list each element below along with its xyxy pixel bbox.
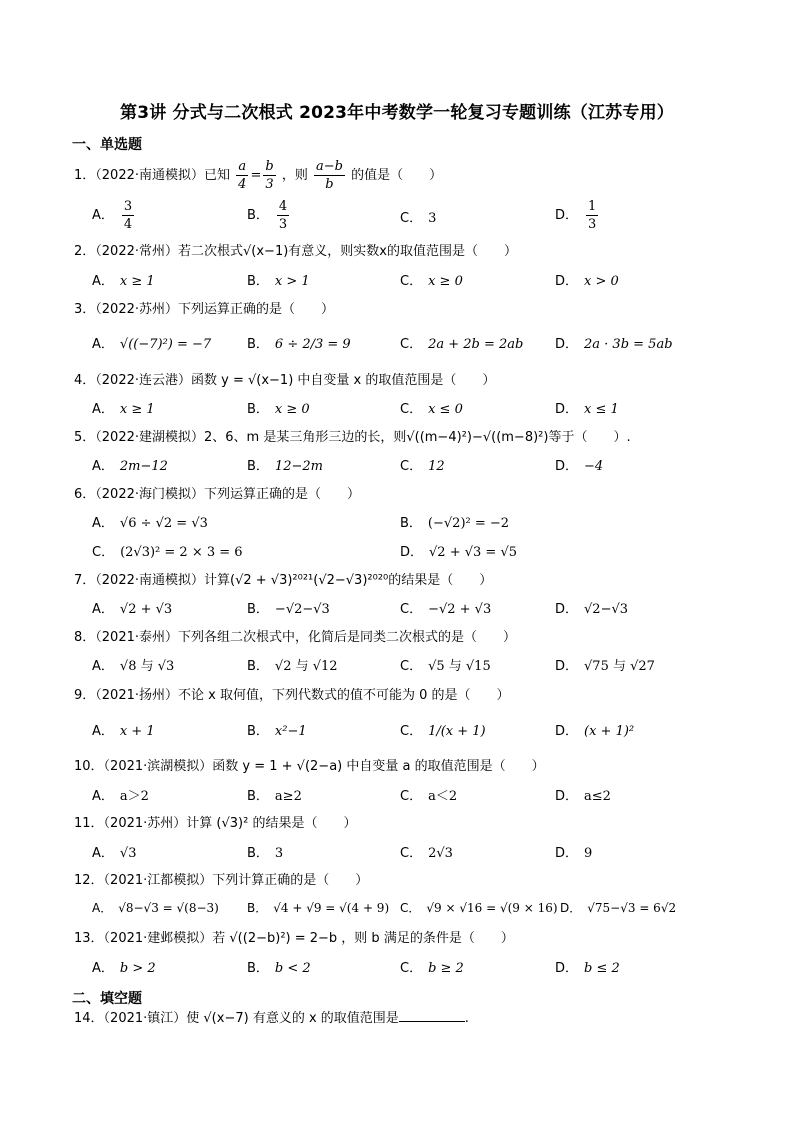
q10-option-b: B． a≥2 [247, 789, 302, 804]
q10-option-d: D． a≤2 [555, 789, 611, 804]
q2-option-c: C． x ≥ 0 [400, 274, 463, 289]
question-9: 9．（2021·扬州）不论 x 取何值，下列代数式的值不可能为 0 的是（ ） [74, 688, 510, 703]
q7-option-d: D． √2−√3 [555, 602, 629, 617]
q8-option-b: B． √2 与 √12 [247, 659, 338, 674]
question-1: 1．（2022·南通模拟）已知 $\frac{a}{4}$ = $\frac{b}{3}$ ，则 $\frac{a-b}{b}$ 的值是（ ） [74, 159, 443, 192]
q10-option-a: A． a＞2 [92, 789, 149, 804]
q9-option-b: B． x²−1 [247, 724, 307, 739]
q11-option-c: C． 2√3 [400, 846, 453, 861]
q13-option-b: B． b < 2 [247, 961, 311, 976]
q5-option-a: A． 2m−12 [92, 459, 168, 474]
question-13: 13．（2021·建邺模拟）若 √((2−b)²) = 2−b ，则 b 满足的条件是（ ） [74, 931, 514, 946]
question-7: 7．（2022·南通模拟）计算(√2 + √3)²⁰²¹(√2−√3)²⁰²⁰的结果是（ ） [74, 573, 493, 588]
q2-option-d: D． x > 0 [555, 274, 619, 289]
q11-option-d: D． 9 [555, 846, 593, 861]
q12-option-b: B． √4 + √9 = √(4 + 9) [247, 901, 390, 915]
q12-option-a: A． √8−√3 = √(8−3) [92, 901, 219, 915]
q3-option-a: A． √((−7)²) = −7 [92, 337, 212, 352]
q13-option-a: A． b > 2 [92, 961, 156, 976]
q3-option-b: B． 6 ÷ 2/3 = 9 [247, 337, 351, 352]
q6-option-d: D． √2 + √3 = √5 [400, 545, 517, 560]
q12-option-c: C． √9 × √16 = √(9 × 16) [400, 901, 558, 915]
q8-option-a: A． √8 与 √3 [92, 659, 175, 674]
fraction-a-over-4: $\frac{a}{4}$ [238, 159, 247, 192]
question-11: 11．（2021·苏州）计算 (√3)² 的结果是（ ） [74, 816, 357, 831]
question-5: 5．（2022·建湖模拟）2、6、m 是某三角形三边的长，则√((m−4)²)−√((m−8)²)等于（ ）. [74, 430, 631, 445]
q2-option-b: B． x > 1 [247, 274, 310, 289]
question-10: 10．（2021·滨湖模拟）函数 y = 1 + √(2−a) 中自变量 a 的取值范围是（ ） [74, 759, 545, 774]
q13-option-d: D． b ≤ 2 [555, 961, 620, 976]
q4-option-a: A． x ≥ 1 [92, 402, 155, 417]
question-4: 4．（2022·连云港）函数 y = √(x−1) 中自变量 x 的取值范围是（ ） [74, 373, 496, 388]
q3-option-d: D． 2a · 3b = 5ab [555, 337, 673, 352]
q7-option-a: A． √2 + √3 [92, 602, 173, 617]
fraction-b-over-3: $\frac{b}{3}$ [265, 159, 274, 192]
q11-option-b: B． 3 [247, 846, 284, 861]
section-heading-single-choice: 一、单选题 [72, 137, 142, 153]
q6-option-c: C． (2√3)² = 2 × 3 = 6 [92, 545, 243, 560]
q6-option-a: A． √6 ÷ √2 = √3 [92, 516, 208, 531]
section-heading-fill-blank: 二、填空题 [72, 991, 142, 1007]
question-8: 8．（2021·泰州）下列各组二次根式中，化简后是同类二次根式的是（ ） [74, 630, 517, 645]
q4-option-c: C． x ≤ 0 [400, 402, 463, 417]
question-6: 6．（2022·海门模拟）下列运算正确的是（ ） [74, 487, 361, 502]
q8-option-c: C． √5 与 √15 [400, 659, 491, 674]
q13-option-c: C． b ≥ 2 [400, 961, 464, 976]
q1-option-b: B． $\frac{4}{3}$ [247, 199, 288, 232]
q9-option-d: D． (x + 1)² [555, 724, 635, 739]
q11-option-a: A． √3 [92, 846, 137, 861]
q1-option-d: D． $\frac{1}{3}$ [555, 199, 597, 232]
q1-option-c: C． 3 [400, 211, 437, 226]
question-14: 14．（2021·镇江）使 √(x−7) 有意义的 x 的取值范围是 . [74, 1011, 469, 1026]
q6-option-b: B． (−√2)² = −2 [400, 516, 510, 531]
q7-option-c: C． −√2 + √3 [400, 602, 492, 617]
q7-option-b: B． −√2−√3 [247, 602, 330, 617]
q2-option-a: A． x ≥ 1 [92, 274, 155, 289]
q5-option-d: D． −4 [555, 459, 604, 474]
q1-option-a: A． $\frac{3}{4}$ [92, 199, 133, 232]
q10-option-c: C． a＜2 [400, 789, 458, 804]
question-2: 2．（2022·常州）若二次根式√(x−1)有意义，则实数x的取值范围是（ ） [74, 244, 517, 259]
q9-option-a: A． x + 1 [92, 724, 155, 739]
q5-option-c: C． 12 [400, 459, 445, 474]
q3-option-c: C． 2a + 2b = 2ab [400, 337, 524, 352]
question-3: 3．（2022·苏州）下列运算正确的是（ ） [74, 302, 335, 317]
q8-option-d: D． √75 与 √27 [555, 659, 655, 674]
q12-option-d: D． √75−√3 = 6√2 [560, 901, 677, 915]
answer-blank[interactable] [399, 1021, 465, 1022]
page-title: 第3讲 分式与二次根式 2023年中考数学一轮复习专题训练（江苏专用） [120, 103, 674, 123]
q5-option-b: B． 12−2m [247, 459, 323, 474]
q9-option-c: C． 1/(x + 1) [400, 724, 486, 739]
q4-option-d: D． x ≤ 1 [555, 402, 619, 417]
question-12: 12．（2021·江都模拟）下列计算正确的是（ ） [74, 873, 369, 888]
fraction-a-minus-b-over-b: $\frac{a-b}{b}$ [315, 159, 343, 192]
q4-option-b: B． x ≥ 0 [247, 402, 310, 417]
